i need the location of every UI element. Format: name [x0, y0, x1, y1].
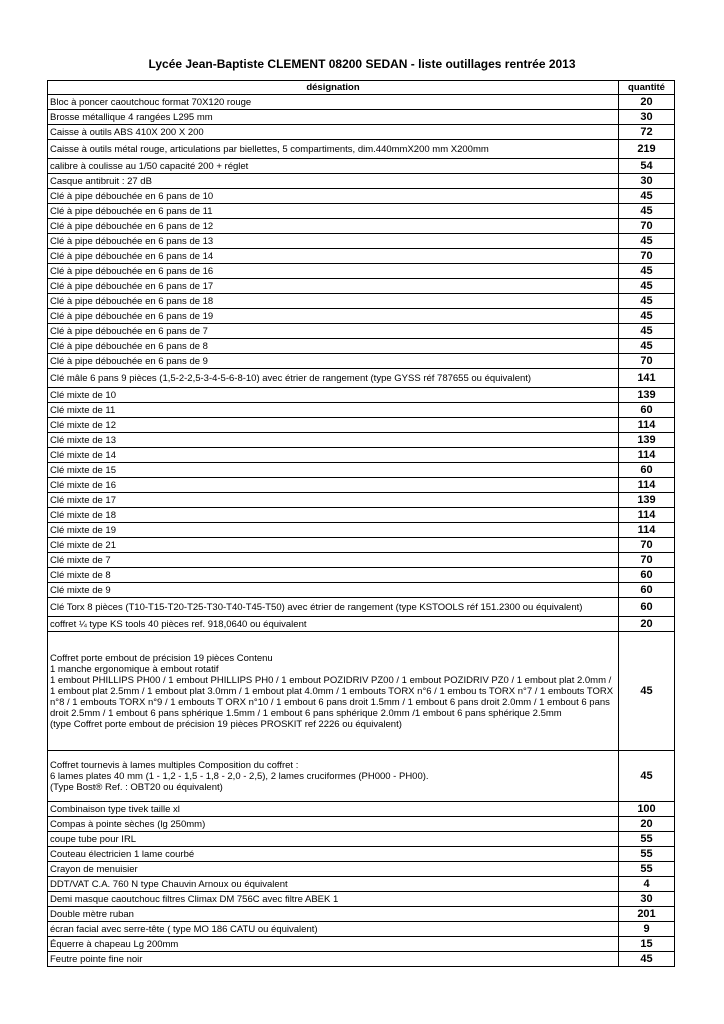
quantity-cell: 70 — [619, 219, 675, 234]
designation-cell: calibre à coulisse au 1/50 capacité 200 + réglet — [48, 159, 619, 174]
table-row — [48, 538, 675, 553]
designation-cell: Combinaison type tivek taille xl — [48, 802, 619, 817]
quantity-cell: 15 — [619, 937, 675, 952]
designation-cell: Double mètre ruban — [48, 907, 619, 922]
table-row — [48, 174, 675, 189]
quantity-cell: 45 — [619, 751, 675, 802]
quantity-cell: 60 — [619, 583, 675, 598]
table-row — [48, 433, 675, 448]
table-row — [48, 189, 675, 204]
designation-cell: Clé mixte de 15 — [48, 463, 619, 478]
table-row — [48, 493, 675, 508]
designation-cell: Coffret porte embout de précision 19 pièces Contenu 1 manche ergonomique à embout rotatif 1 embout PHILLIPS PH00 / 1 embout PHILLIPS PH0 / 1 embout POZIDRIV PZ00 / 1 embout POZIDRIV PZ0 / 1 embout plat 2.0mm / 1 embout plat 2.5mm / 1 embout plat 3.0mm / 1 embout plat 4.0mm / 1 embouts TORX n°6 / 1 embou ts TORX n°7 / 1 embouts TORX n°8 / 1 embouts TORX n°9 / 1 embouts T ORX n°10 / 1 embout 6 pans droit 1.5mm / 1 embout 6 pans droit 2.0mm / 1 embout 6 pans droit 2.5mm / 1 embout 6 pans sphérique 1.5mm / 1 embout 6 pans sphérique 2.0mm /1 embout 6 pans sphérique 2.5mm (type Coffret porte embout de précision 19 pièces PROSKIT ref 2226 ou équivalent) — [48, 632, 619, 751]
designation-cell: Bloc à poncer caoutchouc format 70X120 rouge — [48, 95, 619, 110]
designation-cell: Clé à pipe débouchée en 6 pans de 8 — [48, 339, 619, 354]
quantity-cell: 9 — [619, 922, 675, 937]
table-row — [48, 309, 675, 324]
quantity-cell: 4 — [619, 877, 675, 892]
designation-cell: Clé à pipe débouchée en 6 pans de 7 — [48, 324, 619, 339]
designation-cell: Clé à pipe débouchée en 6 pans de 17 — [48, 279, 619, 294]
designation-cell: coffret ¼ type KS tools 40 pièces ref. 918,0640 ou équivalent — [48, 617, 619, 632]
designation-cell: Compas à pointe sèches (lg 250mm) — [48, 817, 619, 832]
designation-cell: Clé mixte de 12 — [48, 418, 619, 433]
table-row — [48, 802, 675, 817]
table-row — [48, 403, 675, 418]
table-row — [48, 877, 675, 892]
designation-cell: Couteau électricien 1 lame courbé — [48, 847, 619, 862]
quantity-cell: 45 — [619, 952, 675, 967]
table-row — [48, 249, 675, 264]
designation-cell: Clé à pipe débouchée en 6 pans de 13 — [48, 234, 619, 249]
table-row — [48, 832, 675, 847]
designation-cell: Caisse à outils ABS 410X 200 X 200 — [48, 125, 619, 140]
designation-cell: Clé mixte de 7 — [48, 553, 619, 568]
designation-cell: coupe tube pour IRL — [48, 832, 619, 847]
table-row — [48, 892, 675, 907]
designation-cell: Clé mixte de 14 — [48, 448, 619, 463]
quantity-cell: 70 — [619, 354, 675, 369]
designation-cell: Brosse métallique 4 rangées L295 mm — [48, 110, 619, 125]
table-row — [48, 907, 675, 922]
quantity-cell: 45 — [619, 279, 675, 294]
quantity-cell: 141 — [619, 369, 675, 388]
quantity-cell: 114 — [619, 508, 675, 523]
table-row — [48, 95, 675, 110]
quantity-cell: 45 — [619, 294, 675, 309]
table-row — [48, 937, 675, 952]
table-row — [48, 523, 675, 538]
table-row — [48, 234, 675, 249]
designation-cell: Clé à pipe débouchée en 6 pans de 11 — [48, 204, 619, 219]
table-row — [48, 140, 675, 159]
quantity-cell: 30 — [619, 110, 675, 125]
designation-cell: Demi masque caoutchouc filtres Climax DM 756C avec filtre ABEK 1 — [48, 892, 619, 907]
quantity-cell: 30 — [619, 892, 675, 907]
table-row — [48, 508, 675, 523]
quantity-cell: 60 — [619, 568, 675, 583]
table-row — [48, 862, 675, 877]
designation-cell: Clé mixte de 21 — [48, 538, 619, 553]
table-row — [48, 553, 675, 568]
quantity-cell: 139 — [619, 493, 675, 508]
quantity-cell: 30 — [619, 174, 675, 189]
quantity-cell: 20 — [619, 817, 675, 832]
designation-cell: Clé mixte de 19 — [48, 523, 619, 538]
designation-cell: Clé Torx 8 pièces (T10-T15-T20-T25-T30-T40-T45-T50) avec étrier de rangement (type KSTOOLS réf 151.2300 ou équivalent) — [48, 598, 619, 617]
designation-cell: DDT/VAT C.A. 760 N type Chauvin Arnoux ou équivalent — [48, 877, 619, 892]
designation-cell: Caisse à outils métal rouge, articulations par biellettes, 5 compartiments, dim.440mmX200 mm X200mm — [48, 140, 619, 159]
table-row — [48, 339, 675, 354]
quantity-cell: 60 — [619, 463, 675, 478]
table-row — [48, 583, 675, 598]
table-row — [48, 125, 675, 140]
designation-cell: Clé mixte de 17 — [48, 493, 619, 508]
table-row — [48, 418, 675, 433]
quantity-cell: 114 — [619, 478, 675, 493]
quantity-cell: 139 — [619, 433, 675, 448]
table-row — [48, 354, 675, 369]
table-row — [48, 204, 675, 219]
tools-table — [47, 80, 675, 967]
table-header-row — [48, 81, 675, 95]
quantity-cell: 55 — [619, 832, 675, 847]
table-row — [48, 448, 675, 463]
quantity-header: quantité — [619, 81, 675, 95]
quantity-cell: 201 — [619, 907, 675, 922]
quantity-cell: 139 — [619, 388, 675, 403]
quantity-cell: 114 — [619, 523, 675, 538]
designation-cell: Clé mâle 6 pans 9 pièces (1,5-2-2,5-3-4-5-6-8-10) avec étrier de rangement (type GYSS réf 787655 ou équivalent) — [48, 369, 619, 388]
table-row — [48, 922, 675, 937]
table-row — [48, 219, 675, 234]
designation-cell: Clé à pipe débouchée en 6 pans de 12 — [48, 219, 619, 234]
quantity-cell: 45 — [619, 264, 675, 279]
designation-cell: Clé mixte de 13 — [48, 433, 619, 448]
designation-cell: Clé mixte de 18 — [48, 508, 619, 523]
designation-cell: Feutre pointe fine noir — [48, 952, 619, 967]
quantity-cell: 45 — [619, 234, 675, 249]
quantity-cell: 55 — [619, 847, 675, 862]
table-row — [48, 751, 675, 802]
quantity-cell: 45 — [619, 189, 675, 204]
quantity-cell: 60 — [619, 403, 675, 418]
quantity-cell: 60 — [619, 598, 675, 617]
designation-cell: Clé mixte de 10 — [48, 388, 619, 403]
designation-cell: Clé mixte de 8 — [48, 568, 619, 583]
designation-cell: Clé mixte de 16 — [48, 478, 619, 493]
table-row — [48, 632, 675, 751]
designation-cell: Clé à pipe débouchée en 6 pans de 10 — [48, 189, 619, 204]
table-row — [48, 568, 675, 583]
quantity-cell: 70 — [619, 538, 675, 553]
quantity-cell: 20 — [619, 617, 675, 632]
quantity-cell: 45 — [619, 324, 675, 339]
designation-cell: Clé à pipe débouchée en 6 pans de 16 — [48, 264, 619, 279]
table-row — [48, 388, 675, 403]
quantity-cell: 55 — [619, 862, 675, 877]
designation-cell: Coffret tournevis à lames multiples Composition du coffret : 6 lames plates 40 mm (1 - 1,2 - 1,5 - 1,8 - 2,0 - 2,5), 2 lames cruciformes (PH000 - PH00). (Type Bost® Ref. : OBT20 ou équivalent) — [48, 751, 619, 802]
designation-cell: Clé à pipe débouchée en 6 pans de 14 — [48, 249, 619, 264]
quantity-cell: 45 — [619, 339, 675, 354]
designation-cell: Équerre à chapeau Lg 200mm — [48, 937, 619, 952]
designation-cell: Clé mixte de 9 — [48, 583, 619, 598]
quantity-cell: 100 — [619, 802, 675, 817]
table-row — [48, 324, 675, 339]
quantity-cell: 70 — [619, 553, 675, 568]
table-row — [48, 264, 675, 279]
quantity-cell: 219 — [619, 140, 675, 159]
designation-header: désignation — [48, 81, 619, 95]
table-row — [48, 110, 675, 125]
quantity-cell: 45 — [619, 632, 675, 751]
designation-cell: Clé mixte de 11 — [48, 403, 619, 418]
designation-cell: Clé à pipe débouchée en 6 pans de 9 — [48, 354, 619, 369]
designation-cell: écran facial avec serre-tête ( type MO 186 CATU ou équivalent) — [48, 922, 619, 937]
table-row — [48, 598, 675, 617]
quantity-cell: 114 — [619, 448, 675, 463]
table-row — [48, 463, 675, 478]
designation-cell: Crayon de menuisier — [48, 862, 619, 877]
table-row — [48, 279, 675, 294]
table-row — [48, 294, 675, 309]
quantity-cell: 54 — [619, 159, 675, 174]
quantity-cell: 45 — [619, 309, 675, 324]
quantity-cell: 70 — [619, 249, 675, 264]
designation-cell: Clé à pipe débouchée en 6 pans de 19 — [48, 309, 619, 324]
document-title: Lycée Jean-Baptiste CLEMENT 08200 SEDAN - liste outillages rentrée 2013 — [148, 57, 576, 71]
table-row — [48, 369, 675, 388]
table-row — [48, 847, 675, 862]
table-row — [48, 478, 675, 493]
quantity-cell: 45 — [619, 204, 675, 219]
table-row — [48, 159, 675, 174]
table-row — [48, 817, 675, 832]
quantity-cell: 20 — [619, 95, 675, 110]
table-row — [48, 952, 675, 967]
designation-cell: Clé à pipe débouchée en 6 pans de 18 — [48, 294, 619, 309]
designation-cell: Casque antibruit : 27 dB — [48, 174, 619, 189]
quantity-cell: 114 — [619, 418, 675, 433]
quantity-cell: 72 — [619, 125, 675, 140]
table-body — [48, 95, 675, 967]
table-row — [48, 617, 675, 632]
